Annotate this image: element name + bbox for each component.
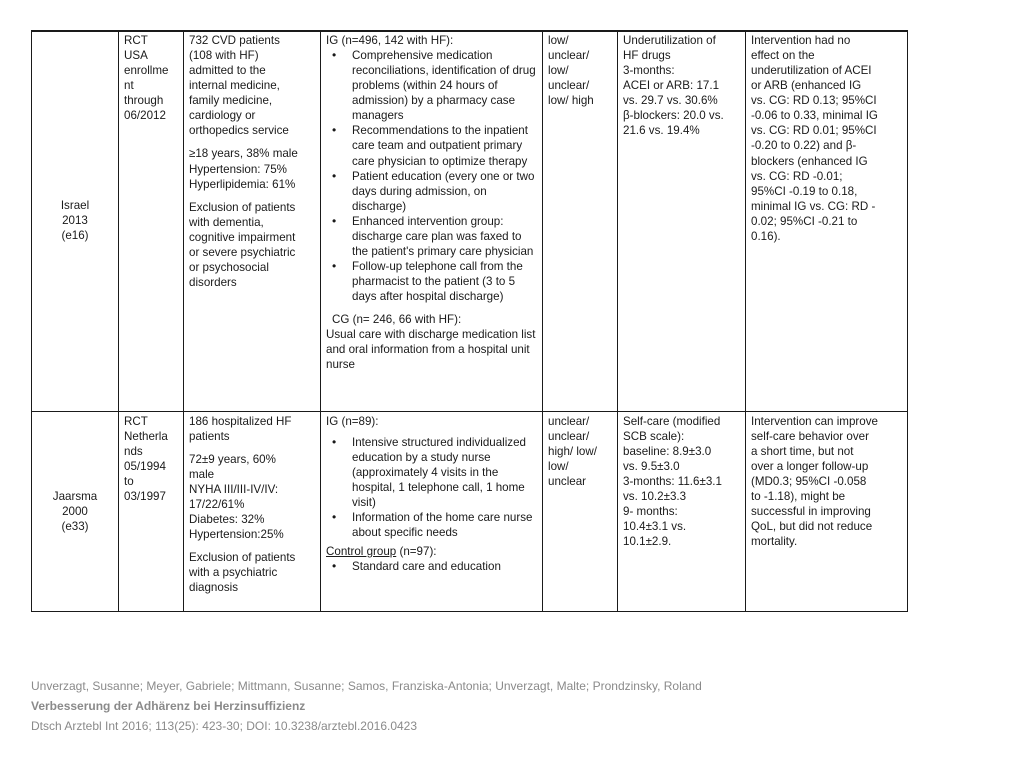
cg-block [326, 312, 538, 327]
list-item: • Enhanced intervention group: discharge care plan was faxed to the patient's primary care physician [352, 214, 538, 259]
list-item: • Intensive structured individualized education by a study nurse (approximately 4 visits in the hospital, 1 telephone call, 1 home visit) [352, 435, 538, 510]
list-item: • Standard care and education [352, 559, 538, 574]
design-text: RCT Netherla nds 05/1994 to 03/1997 [124, 414, 168, 503]
bias-cell [543, 31, 618, 412]
population-cell [184, 31, 321, 412]
ig-header: IG (n=496, 142 with HF): [326, 34, 454, 47]
outcome-cell [618, 31, 746, 412]
evidence-table-container [31, 30, 907, 612]
study-cell [32, 411, 119, 611]
result-cell [746, 31, 908, 412]
result-text: Intervention can improve self-care behavior over a short time, but not over a longer follow-up (MD0.3; 95%CI -0.058 to -1.18), might be successful in improving QoL, but did not reduce mortality. [751, 414, 878, 549]
ig-list [326, 435, 538, 540]
result-cell [746, 411, 908, 611]
population-block: ≥18 years, 38% male Hypertension: 75% Hyperlipidemia: 61% [189, 147, 298, 191]
outcome-text: Underutilization of HF drugs 3-months: ACEI or ARB: 17.1 vs. 29.7 vs. 30.6% β-blockers: 20.0 vs. 21.6 vs. 19.4% [623, 34, 724, 138]
table-row [32, 31, 908, 412]
list-item: • Patient education (every one or two days during admission, on discharge) [352, 169, 538, 214]
population-block: 72±9 years, 60% male NYHA III/III-IV/IV: 17/22/61% Diabetes: 32% Hypertension:25% [189, 452, 284, 542]
design-cell [119, 31, 184, 412]
population-block: Exclusion of patients with a psychiatric diagnosis [189, 551, 296, 595]
citation-title: Verbesserung der Adhärenz bei Herzinsuffizienz [31, 699, 306, 713]
evidence-table [31, 30, 908, 612]
intervention-cell [321, 31, 543, 412]
population-block: 186 hospitalized HF patients [189, 414, 292, 443]
design-text: RCT USA enrollme nt through 06/2012 [124, 34, 169, 123]
bias-text: unclear/ unclear/ high/ low/ low/ unclear [548, 414, 597, 488]
citation-authors: Unverzagt, Susanne; Meyer, Gabriele; Mittmann, Susanne; Samos, Franziska-Antonia; Unverzagt, Malte; Prondzinsky, Roland [31, 679, 702, 693]
list-item: • Follow-up telephone call from the pharmacist to the patient (3 to 5 days after hospital discharge) [352, 259, 538, 304]
bias-text: low/ unclear/ low/ unclear/ low/ high [548, 34, 594, 108]
table-row [32, 411, 908, 611]
cg-header-suffix: (n=97): [396, 545, 437, 559]
study-cell [32, 31, 119, 412]
population-cell [184, 411, 321, 611]
cg-header: Control group [326, 545, 397, 559]
bias-cell [543, 411, 618, 611]
cg-block [326, 544, 538, 559]
design-cell [119, 411, 184, 611]
outcome-cell [618, 411, 746, 611]
ig-header: IG (n=89): [326, 414, 379, 428]
ig-list [326, 48, 538, 304]
intervention-cell [321, 411, 543, 611]
study-label: Jaarsma 2000 (e33) [52, 489, 98, 533]
population-block: 732 CVD patients (108 with HF) admitted to the internal medicine, family medicine, cardiology or orthopedics service [189, 34, 289, 138]
list-item: • Information of the home care nurse about specific needs [352, 510, 538, 540]
result-text: Intervention had no effect on the underutilization of ACEI or ARB (enhanced IG vs. CG: RD 0.13; 95%CI -0.06 to 0.33, minimal IG vs. CG: RD 0.01; 95%CI -0.20 to 0.22) and β- blockers (enhanced IG vs. CG: RD -0.01; 95%CI -0.19 to 0.18, minimal IG vs. CG: RD - 0.02; 95%CI -0.21 to 0.16). [751, 34, 878, 243]
cg-text: Usual care with discharge medication list and oral information from a hospital unit nurse [326, 328, 536, 372]
list-item: • Recommendations to the inpatient care team and outpatient primary care physician to optimize therapy [352, 123, 538, 168]
cg-header: CG (n= 246, 66 with HF): [332, 313, 462, 327]
population-block: Exclusion of patients with dementia, cognitive impairment or severe psychiatric or psychosocial disorders [189, 200, 296, 289]
list-item: • Comprehensive medication reconciliations, identification of drug problems (within 24 hours of admission) by a pharmacy case managers [352, 48, 538, 123]
citation-source: Dtsch Arztebl Int 2016; 113(25): 423-30; DOI: 10.3238/arztebl.2016.0423 [31, 719, 418, 733]
study-label: Israel 2013 (e16) [60, 199, 90, 243]
cg-list [326, 559, 538, 574]
outcome-text: Self-care (modified SCB scale): baseline: 8.9±3.0 vs. 9.5±3.0 3-months: 11.6±3.1 vs. 10.2±3.3 9- months: 10.4±3.1 vs. 10.1±2.9. [623, 414, 722, 549]
